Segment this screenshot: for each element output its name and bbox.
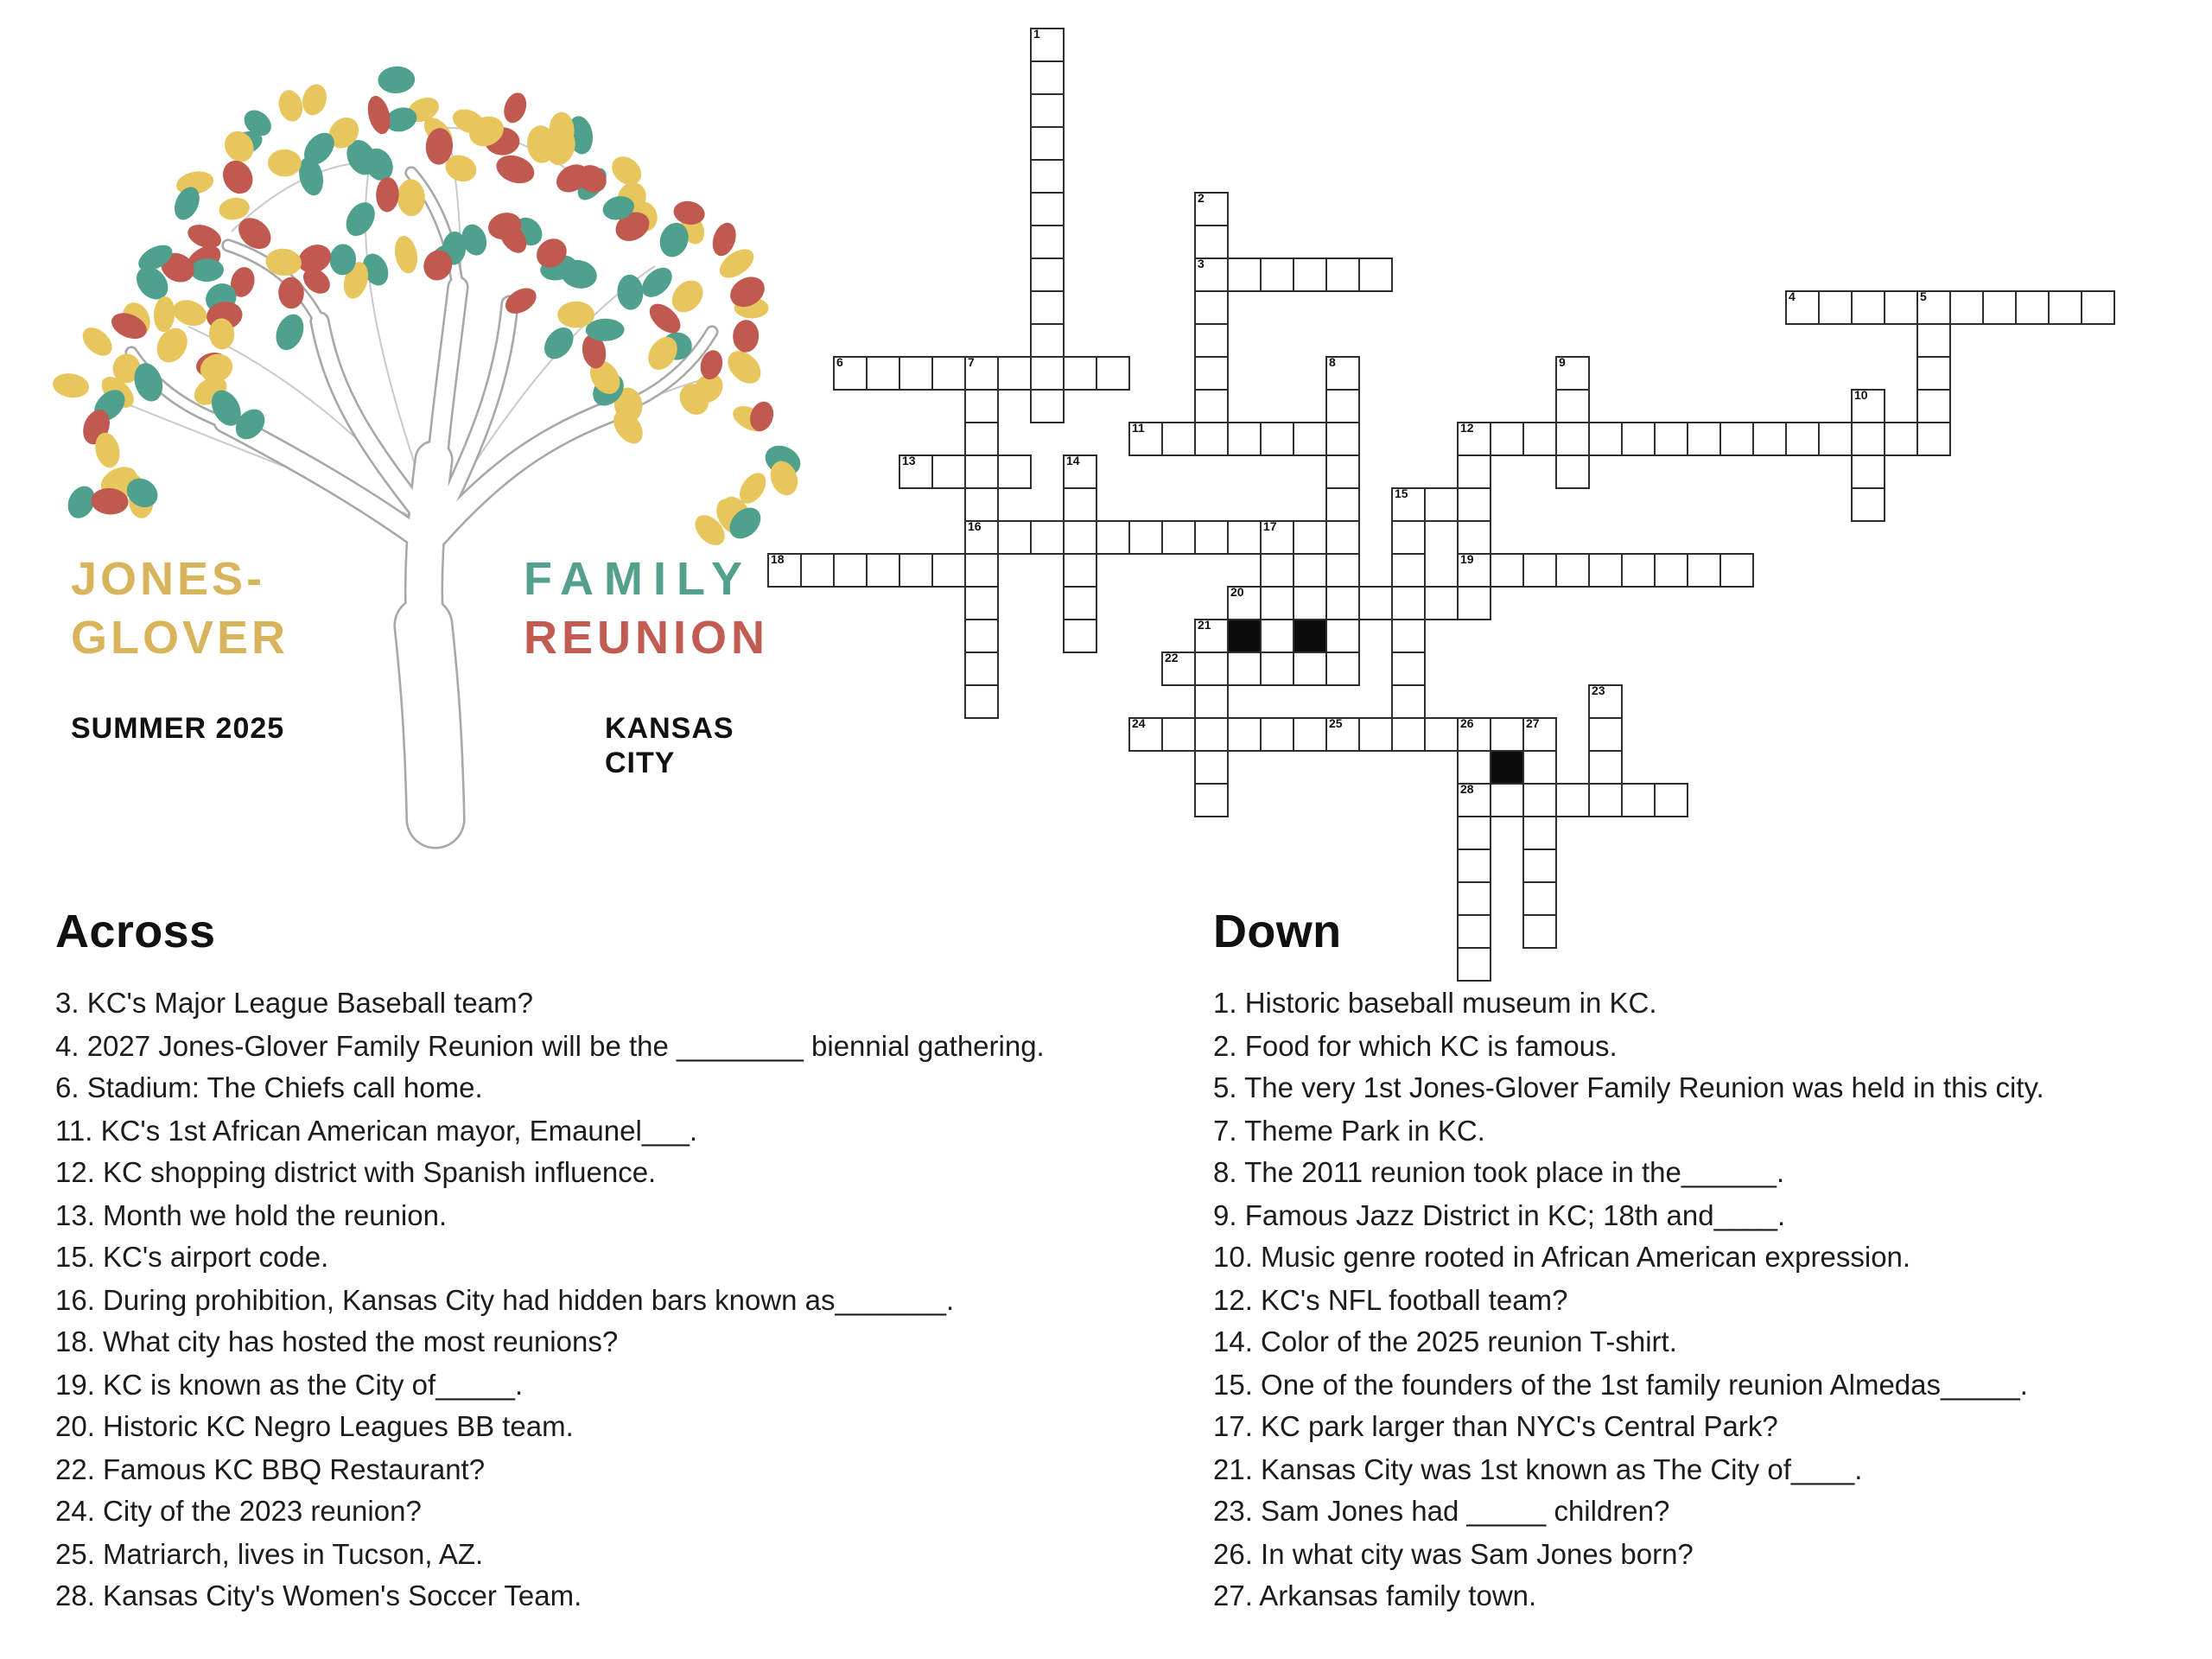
grid-cell[interactable] <box>1555 783 1590 817</box>
down-clue: 15. One of the founders of the 1st family reunion Almedas_____. <box>1213 1370 2028 1401</box>
grid-cell-number: 2 <box>1198 194 1205 206</box>
grid-cell[interactable] <box>1457 520 1491 555</box>
grid-cell[interactable] <box>997 454 1032 489</box>
grid-cell-number: 20 <box>1230 588 1244 600</box>
tree-leaf <box>364 93 393 137</box>
grid-cell[interactable] <box>1457 487 1491 522</box>
grid-cell-number: 12 <box>1460 423 1474 435</box>
grid-cell[interactable] <box>1588 717 1623 752</box>
down-clue: 12. KC's NFL football team? <box>1213 1285 1568 1316</box>
across-clue: 4. 2027 Jones-Glover Family Reunion will be the ________ biennial gathering. <box>55 1031 1045 1062</box>
grid-cell[interactable] <box>1096 356 1130 391</box>
grid-cell[interactable] <box>1227 422 1262 456</box>
logo-subtitle-kansas-city: KANSAS CITY <box>605 712 734 779</box>
grid-cell[interactable] <box>931 553 966 588</box>
grid-cell[interactable] <box>1621 422 1656 456</box>
grid-cell[interactable] <box>1490 717 1524 752</box>
grid-cell[interactable] <box>1063 487 1097 522</box>
grid-cell[interactable] <box>1851 389 1885 423</box>
grid-cell[interactable] <box>1555 553 1590 588</box>
grid-cell[interactable] <box>1490 422 1524 456</box>
tree-leaf <box>218 156 258 199</box>
grid-cell[interactable] <box>1555 356 1590 391</box>
grid-cell[interactable] <box>1785 422 1820 456</box>
grid-cell[interactable] <box>964 389 999 423</box>
across-clue: 25. Matriarch, lives in Tucson, AZ. <box>55 1539 484 1570</box>
down-clue: 1. Historic baseball museum in KC. <box>1213 988 1657 1020</box>
grid-cell[interactable] <box>1128 422 1163 456</box>
grid-cell[interactable] <box>800 553 835 588</box>
grid-cell[interactable] <box>1194 422 1229 456</box>
grid-cell[interactable] <box>1063 619 1097 653</box>
across-clue: 13. Month we hold the reunion. <box>55 1200 448 1231</box>
down-clue: 10. Music genre rooted in African American expression. <box>1213 1243 1911 1274</box>
grid-cell[interactable] <box>1030 93 1065 128</box>
grid-cell[interactable] <box>1227 586 1262 620</box>
grid-cell[interactable] <box>1293 422 1327 456</box>
grid-cell[interactable] <box>1325 454 1360 489</box>
grid-cell-number: 4 <box>1789 292 1796 304</box>
tree-leaf <box>376 177 400 213</box>
grid-cell-black <box>1227 619 1262 653</box>
grid-cell[interactable] <box>1293 257 1327 292</box>
grid-cell[interactable] <box>833 553 868 588</box>
grid-cell[interactable] <box>1522 849 1557 883</box>
grid-cell-number: 21 <box>1198 620 1211 632</box>
grid-cell[interactable] <box>1325 553 1360 588</box>
grid-cell[interactable] <box>1522 422 1557 456</box>
grid-cell[interactable] <box>1457 816 1491 850</box>
grid-cell[interactable] <box>899 454 933 489</box>
tree-leaf <box>268 149 302 176</box>
grid-cell[interactable] <box>1260 586 1294 620</box>
grid-cell[interactable] <box>1391 553 1426 588</box>
grid-cell[interactable] <box>1194 225 1229 259</box>
across-heading: Across <box>55 906 216 957</box>
grid-cell-number: 3 <box>1198 259 1205 271</box>
grid-cell[interactable] <box>964 684 999 719</box>
across-clue: 22. Famous KC BBQ Restaurant? <box>55 1454 486 1485</box>
grid-cell[interactable] <box>1457 586 1491 620</box>
across-clue: 11. KC's 1st African American mayor, Emaunel___. <box>55 1116 698 1147</box>
grid-cell[interactable] <box>1391 619 1426 653</box>
grid-cell[interactable] <box>1654 422 1688 456</box>
grid-cell[interactable] <box>2015 290 2050 325</box>
grid-cell[interactable] <box>931 356 966 391</box>
grid-cell[interactable] <box>1424 717 1459 752</box>
grid-cell[interactable] <box>1030 159 1065 194</box>
grid-cell[interactable] <box>1194 290 1229 325</box>
grid-cell-number: 16 <box>968 522 982 534</box>
grid-cell[interactable] <box>1522 783 1557 817</box>
tree-leaf <box>378 66 416 94</box>
across-clues-section <box>55 906 1161 1618</box>
grid-cell-number: 14 <box>1066 456 1080 468</box>
grid-cell[interactable] <box>1884 422 1918 456</box>
grid-cell[interactable] <box>1161 520 1196 555</box>
grid-cell[interactable] <box>1522 750 1557 785</box>
tree-leaf <box>538 322 579 365</box>
grid-cell-number: 18 <box>771 555 785 567</box>
grid-cell[interactable] <box>1818 290 1853 325</box>
grid-cell[interactable] <box>1194 323 1229 358</box>
grid-cell[interactable] <box>1161 717 1196 752</box>
grid-cell[interactable] <box>1654 553 1688 588</box>
grid-cell[interactable] <box>1424 586 1459 620</box>
grid-cell[interactable] <box>1358 586 1393 620</box>
grid-cell[interactable] <box>964 586 999 620</box>
grid-cell[interactable] <box>1227 520 1262 555</box>
grid-cell[interactable] <box>1457 783 1491 817</box>
grid-cell[interactable] <box>1194 356 1229 391</box>
grid-cell[interactable] <box>1227 257 1262 292</box>
tree-leaf <box>340 197 381 241</box>
grid-cell-number: 19 <box>1460 555 1474 567</box>
across-clue: 12. KC shopping district with Spanish influence. <box>55 1158 657 1189</box>
logo-subtitle-summer: SUMMER 2025 <box>71 712 285 745</box>
grid-cell[interactable] <box>1260 553 1294 588</box>
down-clue: 21. Kansas City was 1st known as The City of____. <box>1213 1454 1863 1485</box>
down-clue: 7. Theme Park in KC. <box>1213 1116 1485 1147</box>
grid-cell[interactable] <box>1260 257 1294 292</box>
grid-cell[interactable] <box>1030 257 1065 292</box>
logo-title-jones: JONES- <box>71 553 266 605</box>
across-clue: 24. City of the 2023 reunion? <box>55 1497 422 1528</box>
grid-cell[interactable] <box>1588 783 1623 817</box>
grid-cell[interactable] <box>1325 422 1360 456</box>
across-clue: 20. Historic KC Negro Leagues BB team. <box>55 1412 574 1443</box>
grid-cell[interactable] <box>767 553 802 588</box>
grid-cell[interactable] <box>1687 553 1721 588</box>
across-clue-list <box>55 983 1161 1618</box>
grid-cell[interactable] <box>1325 356 1360 391</box>
grid-cell[interactable] <box>1030 520 1065 555</box>
grid-cell[interactable] <box>1424 487 1459 522</box>
grid-cell-black <box>1490 750 1524 785</box>
grid-cell[interactable] <box>1194 619 1229 653</box>
across-clue: 28. Kansas City's Women's Soccer Team. <box>55 1581 582 1612</box>
grid-cell[interactable] <box>1194 652 1229 686</box>
across-clue: 6. Stadium: The Chiefs call home. <box>55 1073 483 1104</box>
tree-leaf <box>299 81 330 118</box>
tree-leaf <box>51 371 91 400</box>
grid-cell[interactable] <box>1227 717 1262 752</box>
grid-cell-number: 15 <box>1395 489 1408 501</box>
grid-cell[interactable] <box>1752 422 1787 456</box>
grid-cell[interactable] <box>899 553 933 588</box>
grid-cell[interactable] <box>1785 290 1820 325</box>
grid-cell-number: 11 <box>1132 423 1145 435</box>
grid-cell[interactable] <box>1457 553 1491 588</box>
grid-cell[interactable] <box>1358 257 1393 292</box>
grid-cell[interactable] <box>1325 619 1360 653</box>
tree-leaf <box>616 274 644 310</box>
grid-cell[interactable] <box>1128 717 1163 752</box>
grid-cell[interactable] <box>1293 520 1327 555</box>
grid-cell[interactable] <box>1194 520 1229 555</box>
grid-cell[interactable] <box>1851 422 1885 456</box>
grid-cell[interactable] <box>866 356 900 391</box>
across-clue: 3. KC's Major League Baseball team? <box>55 988 533 1020</box>
grid-cell[interactable] <box>1293 652 1327 686</box>
grid-cell[interactable] <box>1522 553 1557 588</box>
grid-cell[interactable] <box>1063 356 1097 391</box>
grid-cell[interactable] <box>1555 389 1590 423</box>
grid-cell[interactable] <box>1260 619 1294 653</box>
grid-cell[interactable] <box>1490 783 1524 817</box>
grid-cell[interactable] <box>1391 487 1426 522</box>
grid-cell[interactable] <box>1161 422 1196 456</box>
grid-cell[interactable] <box>1325 586 1360 620</box>
grid-cell[interactable] <box>2081 290 2115 325</box>
grid-cell-number: 23 <box>1592 686 1605 698</box>
tree-leaf <box>391 234 420 276</box>
grid-cell[interactable] <box>1391 717 1426 752</box>
grid-cell-number: 24 <box>1132 719 1146 731</box>
tree-leaf <box>77 322 118 362</box>
grid-cell[interactable] <box>1194 192 1229 226</box>
grid-cell-number: 22 <box>1165 653 1179 665</box>
grid-cell[interactable] <box>1621 553 1656 588</box>
grid-cell[interactable] <box>1358 717 1393 752</box>
grid-cell-number: 6 <box>836 358 843 370</box>
grid-cell[interactable] <box>1687 422 1721 456</box>
down-clue: 2. Food for which KC is famous. <box>1213 1031 1618 1062</box>
grid-cell[interactable] <box>1457 849 1491 883</box>
grid-cell[interactable] <box>964 422 999 456</box>
down-clue: 17. KC park larger than NYC's Central Park? <box>1213 1412 1778 1443</box>
grid-cell[interactable] <box>1030 356 1065 391</box>
down-clue: 27. Arkansas family town. <box>1213 1581 1537 1612</box>
grid-cell[interactable] <box>1457 422 1491 456</box>
grid-cell-number: 9 <box>1559 358 1566 370</box>
tree-leaf <box>169 296 211 330</box>
grid-cell-number: 25 <box>1329 719 1343 731</box>
logo-title-reunion: REUNION <box>524 612 770 664</box>
grid-cell[interactable] <box>866 553 900 588</box>
grid-cell[interactable] <box>997 356 1032 391</box>
grid-cell[interactable] <box>1884 290 1918 325</box>
across-clue: 15. KC's airport code. <box>55 1243 329 1274</box>
grid-cell[interactable] <box>1030 60 1065 95</box>
grid-cell[interactable] <box>1588 422 1623 456</box>
grid-cell[interactable] <box>1194 717 1229 752</box>
grid-cell[interactable] <box>1391 520 1426 555</box>
grid-cell[interactable] <box>1654 783 1688 817</box>
grid-cell[interactable] <box>964 454 999 489</box>
grid-cell-number: 10 <box>1854 391 1868 403</box>
grid-cell[interactable] <box>1030 323 1065 358</box>
grid-cell[interactable] <box>1982 290 2017 325</box>
grid-cell[interactable] <box>964 652 999 686</box>
tree-leaf <box>150 322 193 368</box>
grid-cell[interactable] <box>1030 225 1065 259</box>
grid-cell[interactable] <box>1194 750 1229 785</box>
grid-cell[interactable] <box>1851 454 1885 489</box>
down-clue-list <box>1213 983 2198 1618</box>
grid-cell[interactable] <box>1391 652 1426 686</box>
down-clue: 5. The very 1st Jones-Glover Family Reunion was held in this city. <box>1213 1073 2044 1104</box>
grid-cell[interactable] <box>1588 750 1623 785</box>
grid-cell[interactable] <box>997 520 1032 555</box>
logo-title-family: FAMILY <box>524 553 753 605</box>
grid-cell-number: 13 <box>902 456 916 468</box>
grid-cell[interactable] <box>2048 290 2082 325</box>
grid-cell[interactable] <box>1227 652 1262 686</box>
grid-cell[interactable] <box>1916 389 1951 423</box>
down-clues-section <box>1213 906 2198 1618</box>
grid-cell[interactable] <box>1457 750 1491 785</box>
across-clue: 16. During prohibition, Kansas City had hidden bars known as_______. <box>55 1285 955 1316</box>
grid-cell[interactable] <box>1490 553 1524 588</box>
down-clue: 26. In what city was Sam Jones born? <box>1213 1539 1694 1570</box>
grid-cell[interactable] <box>1949 290 1984 325</box>
grid-cell-number: 28 <box>1460 785 1474 797</box>
grid-cell[interactable] <box>1851 290 1885 325</box>
grid-cell[interactable] <box>1588 684 1623 719</box>
grid-cell[interactable] <box>1325 652 1360 686</box>
grid-cell[interactable] <box>931 454 966 489</box>
grid-cell[interactable] <box>1588 553 1623 588</box>
grid-cell[interactable] <box>1063 454 1097 489</box>
grid-cell[interactable] <box>964 553 999 588</box>
grid-cell[interactable] <box>1325 257 1360 292</box>
grid-cell[interactable] <box>1621 783 1656 817</box>
grid-cell-number: 7 <box>968 358 975 370</box>
grid-cell[interactable] <box>1030 389 1065 423</box>
down-clue: 8. The 2011 reunion took place in the______. <box>1213 1158 1785 1189</box>
grid-cell[interactable] <box>1916 323 1951 358</box>
grid-cell[interactable] <box>1194 389 1229 423</box>
grid-cell[interactable] <box>1194 684 1229 719</box>
grid-cell[interactable] <box>1161 652 1196 686</box>
tree-leaf <box>733 320 760 353</box>
grid-cell[interactable] <box>899 356 933 391</box>
grid-cell[interactable] <box>1194 783 1229 817</box>
across-clue: 19. KC is known as the City of_____. <box>55 1370 524 1401</box>
grid-cell[interactable] <box>1522 816 1557 850</box>
grid-cell[interactable] <box>1030 290 1065 325</box>
grid-cell[interactable] <box>1293 717 1327 752</box>
grid-cell[interactable] <box>1194 257 1229 292</box>
tree-leaf <box>153 296 176 333</box>
grid-cell[interactable] <box>1325 389 1360 423</box>
grid-cell[interactable] <box>1391 684 1426 719</box>
grid-cell[interactable] <box>1325 520 1360 555</box>
crossword-grid <box>767 28 2150 988</box>
grid-cell-number: 17 <box>1263 522 1277 534</box>
grid-cell[interactable] <box>1030 28 1065 62</box>
grid-cell-number: 1 <box>1033 29 1040 41</box>
down-heading: Down <box>1213 906 1342 957</box>
grid-cell[interactable] <box>1063 586 1097 620</box>
grid-cell[interactable] <box>1522 717 1557 752</box>
grid-cell[interactable] <box>1030 126 1065 161</box>
grid-cell[interactable] <box>964 356 999 391</box>
tree-leaf <box>500 90 531 126</box>
grid-cell[interactable] <box>1391 586 1426 620</box>
grid-cell[interactable] <box>1818 422 1853 456</box>
grid-cell[interactable] <box>1260 422 1294 456</box>
grid-cell[interactable] <box>1719 553 1754 588</box>
grid-cell[interactable] <box>1555 422 1590 456</box>
grid-cell[interactable] <box>1916 356 1951 391</box>
grid-cell[interactable] <box>1293 586 1327 620</box>
grid-cell[interactable] <box>1555 454 1590 489</box>
grid-cell[interactable] <box>1030 192 1065 226</box>
tree-leaf <box>557 302 594 328</box>
reunion-logo <box>24 7 802 871</box>
grid-cell[interactable] <box>964 487 999 522</box>
grid-cell[interactable] <box>1260 652 1294 686</box>
grid-cell[interactable] <box>1325 717 1360 752</box>
grid-cell-number: 5 <box>1920 292 1927 304</box>
logo-title-glover: GLOVER <box>71 612 289 664</box>
grid-cell[interactable] <box>1916 290 1951 325</box>
grid-cell[interactable] <box>1128 520 1163 555</box>
grid-cell[interactable] <box>833 356 868 391</box>
grid-cell[interactable] <box>1096 520 1130 555</box>
down-clue: 23. Sam Jones had _____ children? <box>1213 1497 1670 1528</box>
tree-leaf <box>276 87 306 124</box>
grid-cell[interactable] <box>1260 717 1294 752</box>
grid-cell[interactable] <box>1719 422 1754 456</box>
grid-cell[interactable] <box>1457 717 1491 752</box>
grid-cell-number: 26 <box>1460 719 1474 731</box>
grid-cell[interactable] <box>964 520 999 555</box>
grid-cell[interactable] <box>964 619 999 653</box>
grid-cell[interactable] <box>1260 520 1294 555</box>
grid-cell-number: 27 <box>1526 719 1540 731</box>
grid-cell[interactable] <box>1851 487 1885 522</box>
grid-cell-black <box>1293 619 1327 653</box>
grid-cell[interactable] <box>1916 422 1951 456</box>
grid-cell[interactable] <box>1325 487 1360 522</box>
grid-cell[interactable] <box>1457 454 1491 489</box>
down-clue: 9. Famous Jazz District in KC; 18th and____. <box>1213 1200 1786 1231</box>
tree-leaf <box>271 310 309 354</box>
down-clue: 14. Color of the 2025 reunion T-shirt. <box>1213 1327 1677 1358</box>
grid-cell-number: 8 <box>1329 358 1336 370</box>
grid-cell[interactable] <box>1063 520 1097 555</box>
across-clue: 18. What city has hosted the most reunions? <box>55 1327 619 1358</box>
grid-cell[interactable] <box>1063 553 1097 588</box>
